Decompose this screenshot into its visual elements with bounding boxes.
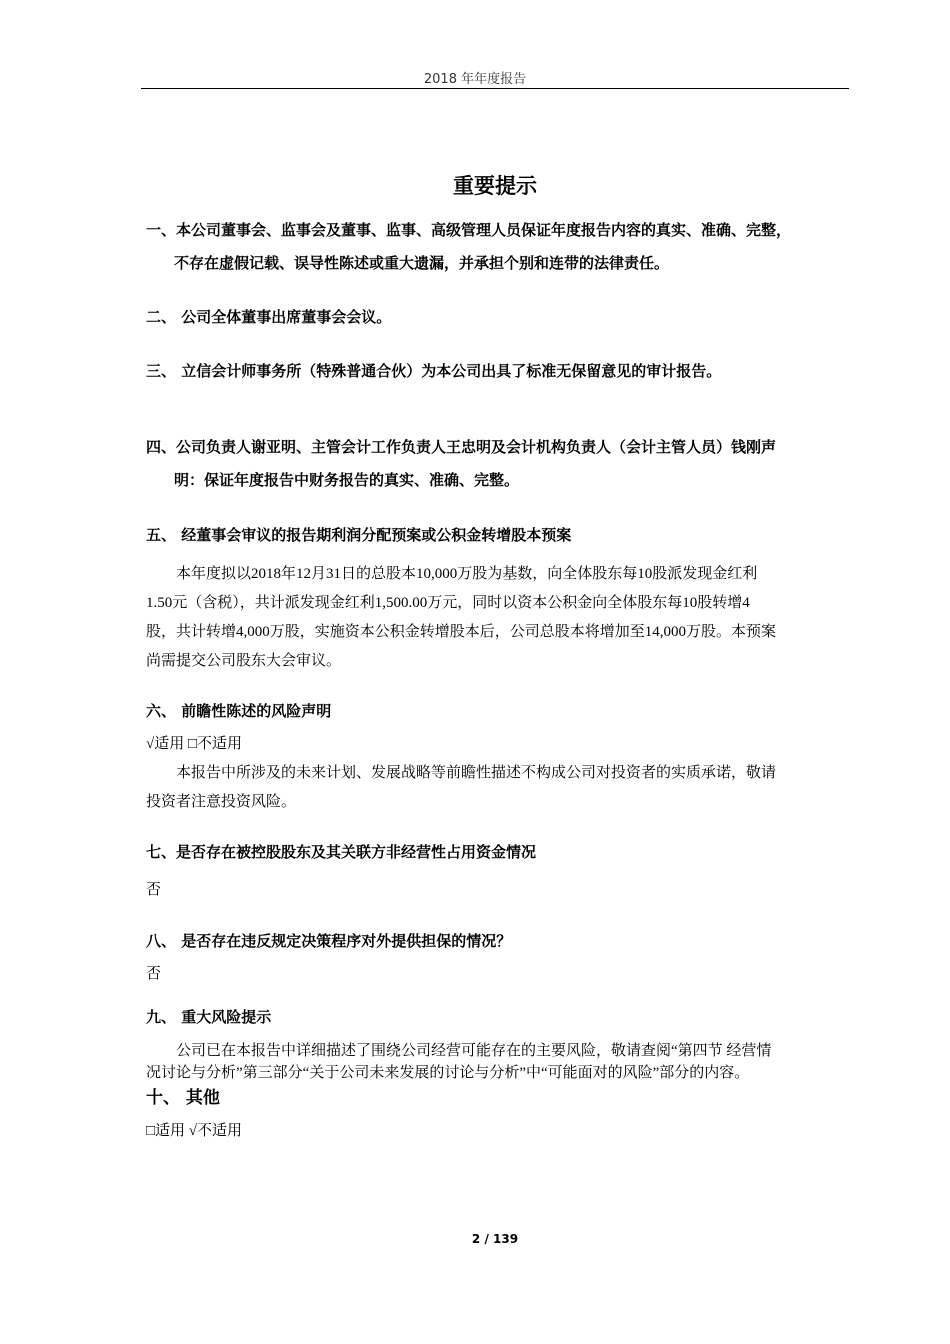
item-five-line2: 1.50元（含税），共计派发现金红利1,500.00万元，同时以资本公积金向全体股东每10股转增4 xyxy=(146,595,750,611)
item-three: 三、 立信会计师事务所（特殊普通合伙）为本公司出具了标准无保留意见的审计报告。 xyxy=(146,362,722,380)
item-six-applicability: √适用 □不适用 xyxy=(146,736,243,752)
report-header-title: 2018 年年度报告 xyxy=(423,72,527,87)
item-ten-heading: 十、 其他 xyxy=(146,1088,220,1108)
item-five-line4: 尚需提交公司股东大会审议。 xyxy=(146,653,342,669)
item-four-line1: 四、公司负责人谢亚明、主管会计工作负责人王忠明及会计机构负责人（会计主管人员）钱刚声 xyxy=(146,438,777,456)
item-six-line1: 本报告中所涉及的未来计划、发展战略等前瞻性描述不构成公司对投资者的实质承诺，敬请 xyxy=(176,765,777,781)
page-number: 2 / 139 xyxy=(471,1232,519,1246)
item-six-line2: 投资者注意投资风险。 xyxy=(146,794,297,810)
item-two: 二、 公司全体董事出席董事会会议。 xyxy=(146,308,392,326)
item-five-heading: 五、 经董事会审议的报告期利润分配预案或公积金转增股本预案 xyxy=(146,526,572,544)
item-four-line2: 明：保证年度报告中财务报告的真实、准确、完整。 xyxy=(174,471,520,489)
item-seven-heading: 七、是否存在被控股股东及其关联方非经营性占用资金情况 xyxy=(146,843,537,861)
item-five-line1: 本年度拟以2018年12月31日的总股本10,000万股为基数，向全体股东每10股派发现金红利 xyxy=(176,566,758,582)
item-ten-applicability: □适用 √不适用 xyxy=(146,1123,243,1139)
item-eight-answer: 否 xyxy=(146,966,162,982)
item-eight-heading: 八、 是否存在违反规定决策程序对外提供担保的情况？ xyxy=(146,932,512,950)
header-divider xyxy=(141,88,849,89)
item-five-line3: 股，共计转增4,000万股，实施资本公积金转增股本后，公司总股本将增加至14,000万股。本预案 xyxy=(146,624,777,640)
page-title: 重要提示 xyxy=(453,174,537,198)
item-six-heading: 六、 前瞻性陈述的风险声明 xyxy=(146,702,332,720)
item-nine-line1: 公司已在本报告中详细描述了围绕公司经营可能存在的主要风险，敬请查阅“第四节 经营情 xyxy=(176,1043,772,1059)
item-nine-heading: 九、 重大风险提示 xyxy=(146,1008,272,1026)
item-nine-line2: 况讨论与分析”第三部分“关于公司未来发展的讨论与分析”中“可能面对的风险”部分的内容。 xyxy=(146,1065,750,1081)
item-one-line1: 一、本公司董事会、监事会及董事、监事、高级管理人员保证年度报告内容的真实、准确、完整， xyxy=(146,221,792,239)
item-one-line2: 不存在虚假记载、误导性陈述或重大遗漏，并承担个别和连带的法律责任。 xyxy=(174,254,670,272)
item-seven-answer: 否 xyxy=(146,882,162,898)
